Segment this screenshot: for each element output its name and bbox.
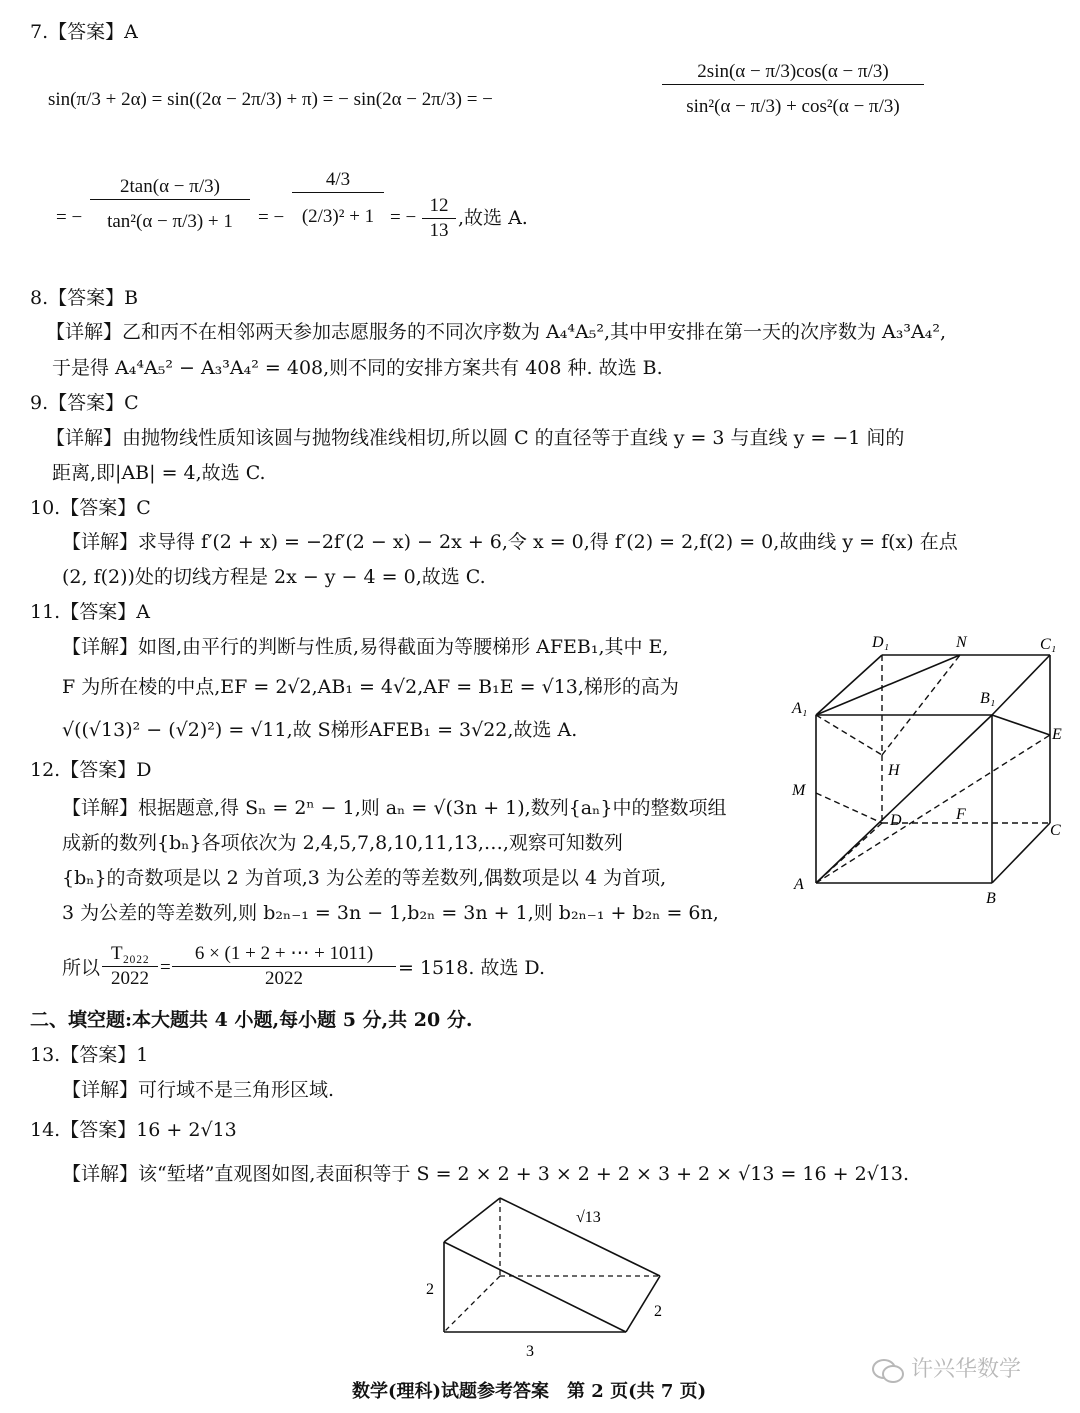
q8-detail-1: 【详解】乙和丙不在相邻两天参加志愿服务的不同次序数为 A₄⁴A₅²,其中甲安排在第一天的次序数为 A₃³A₄²,	[46, 321, 946, 343]
cube-label-A: A	[794, 876, 804, 893]
cube-figure	[780, 625, 1080, 915]
q12-detail-3: {bₙ}的奇数项是以 2 为首项,3 为公差的等差数列,偶数项是以 4 为首项,	[62, 867, 667, 889]
q12-fracB	[172, 942, 396, 991]
q12-final-prefix: 所以	[62, 957, 101, 979]
q7-frac2-num: 2tan(α − π/3)	[90, 175, 250, 200]
cube-label-E: E	[1052, 726, 1062, 743]
q7-frac4	[422, 194, 456, 243]
q12-detail-2: 成新的数列{bₙ}各项依次为 2,4,5,7,8,10,11,13,…,观察可知数列	[62, 832, 623, 854]
q7-frac4-den: 13	[429, 220, 449, 241]
q10-detail-2: (2, f(2))处的切线方程是 2x − y − 4 = 0,故选 C.	[62, 566, 486, 588]
q13-answer: 13.【答案】1	[30, 1044, 149, 1066]
q7-frac1	[662, 60, 924, 119]
cube-label-D: D	[890, 812, 902, 829]
q7-frac1-den: sin²(α − π/3) + cos²(α − π/3)	[686, 96, 900, 117]
q7-line2-c: = −	[390, 207, 417, 228]
q7-frac3-num: 4/3	[292, 168, 384, 193]
q9-answer: 9.【答案】C	[30, 392, 139, 414]
q7-frac3	[292, 168, 384, 229]
q12-eq: =	[160, 957, 171, 978]
q12-fracA	[102, 942, 158, 991]
cube-label-A1: A₁	[792, 700, 808, 717]
q12-fracB-num: 6 × (1 + 2 + ⋯ + 1011)	[172, 942, 396, 967]
q7-frac4-num: 12	[422, 194, 456, 219]
page-footer: 数学(理科)试题参考答案 第 2 页(共 7 页)	[352, 1381, 707, 1402]
cube-label-B: B	[986, 890, 996, 907]
q12-final-suffix: = 1518. 故选 D.	[398, 957, 546, 979]
cube-label-B1: B₁	[980, 690, 996, 707]
q11-answer: 11.【答案】A	[30, 601, 150, 623]
prism-figure	[410, 1190, 690, 1365]
prism-label-top: √13	[576, 1209, 601, 1226]
q14-detail-1: 【详解】该“堑堵”直观图如图,表面积等于 S = 2 × 2 + 3 × 2 + 2 × 3 + 2 × √13 = 16 + 2√13.	[62, 1163, 910, 1185]
cube-label-H: H	[888, 762, 900, 779]
q7-line2-b: = −	[258, 207, 285, 228]
q12-fracA-num: T₂₀₂₂	[102, 942, 158, 967]
wechat-icon	[872, 1357, 904, 1383]
watermark	[872, 1352, 1021, 1383]
q7-frac2	[90, 175, 250, 234]
q7-line1	[48, 88, 493, 112]
cube-label-C: C	[1050, 822, 1061, 839]
q12-detail-4: 3 为公差的等差数列,则 b₂ₙ₋₁ = 3n − 1,b₂ₙ = 3n + 1,则 b₂ₙ₋₁ + b₂ₙ = 6n,	[62, 902, 719, 924]
section-2-heading: 二、填空题:本大题共 4 小题,每小题 5 分,共 20 分.	[30, 1009, 473, 1031]
q11-detail-3: √((√13)² − (√2)²) = √11,故 S梯形AFEB₁ = 3√22,故选 A.	[62, 719, 578, 741]
q12-detail-1: 【详解】根据题意,得 Sₙ = 2ⁿ − 1,则 aₙ = √(3n + 1),数列{aₙ}中的整数项组	[62, 797, 727, 819]
q10-answer: 10.【答案】C	[30, 497, 151, 519]
cube-label-M: M	[792, 782, 806, 799]
q10-detail-1: 【详解】求导得 f′(2 + x) = −2f′(2 − x) − 2x + 6,令 x = 0,得 f′(2) = 2,f(2) = 0,故曲线 y = f(x) 在点	[62, 531, 958, 553]
q7-frac1-num: 2sin(α − π/3)cos(α − π/3)	[662, 60, 924, 85]
q7-frac2-den: tan²(α − π/3) + 1	[107, 211, 233, 232]
q7-line1-text: sin(π/3 + 2α) = sin((2α − 2π/3) + π) = − sin(2α − 2π/3) = −	[48, 89, 493, 110]
prism-label-left: 2	[426, 1281, 434, 1298]
cube-label-N: N	[956, 634, 967, 651]
q11-detail-2: F 为所在棱的中点,EF = 2√2,AB₁ = 4√2,AF = B₁E = √13,梯形的高为	[62, 676, 679, 698]
watermark-text: 许兴华数学	[911, 1357, 1022, 1382]
q7-frac3-den: (2/3)² + 1	[301, 206, 375, 227]
q12-fracB-den: 2022	[265, 968, 303, 989]
cube-label-F: F	[956, 806, 966, 823]
prism-label-bottom: 3	[526, 1343, 534, 1360]
q9-detail-2: 距离,即|AB| = 4,故选 C.	[52, 462, 266, 484]
prism-label-right: 2	[654, 1303, 662, 1320]
q8-answer: 8.【答案】B	[30, 287, 139, 309]
q7-line2-a: = −	[56, 207, 83, 228]
q11-detail-1: 【详解】如图,由平行的判断与性质,易得截面为等腰梯形 AFEB₁,其中 E,	[62, 636, 669, 658]
q8-detail-2: 于是得 A₄⁴A₅² − A₃³A₄² = 408,则不同的安排方案共有 408 种. 故选 B.	[52, 357, 663, 379]
q14-answer: 14.【答案】16 + 2√13	[30, 1119, 237, 1141]
q13-detail-1: 【详解】可行域不是三角形区域.	[62, 1079, 335, 1101]
cube-label-C1: C₁	[1040, 636, 1057, 653]
cube-label-D1: D₁	[872, 634, 890, 651]
q12-answer: 12.【答案】D	[30, 759, 152, 781]
q7-line2-end: ,故选 A.	[458, 207, 528, 229]
q9-detail-1: 【详解】由抛物线性质知该圆与抛物线准线相切,所以圆 C 的直径等于直线 y = 3 与直线 y = −1 间的	[46, 427, 905, 449]
q12-fracA-den: 2022	[111, 968, 149, 989]
q7-answer: 7.【答案】A	[30, 21, 138, 43]
